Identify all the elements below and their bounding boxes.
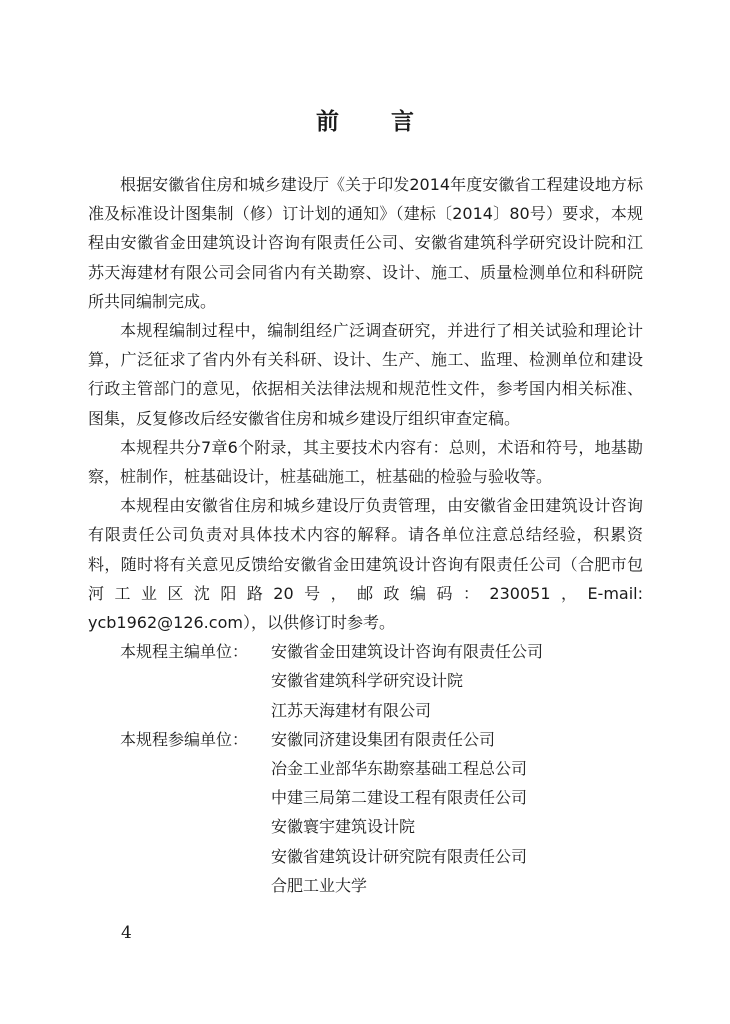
unit-name: 安徽省建筑科学研究设计院 xyxy=(271,671,464,691)
participating-editor-label: 本规程参编单位： xyxy=(120,729,249,749)
chief-editor-units xyxy=(88,637,643,725)
unit-row xyxy=(88,637,643,666)
unit-name: 安徽同济建设集团有限责任公司 xyxy=(271,729,496,749)
unit-row xyxy=(88,783,643,812)
unit-row xyxy=(88,812,643,841)
unit-name: 中建三局第二建设工程有限责任公司 xyxy=(271,788,528,808)
unit-label-spacer xyxy=(88,812,271,841)
paragraph-4: 本规程由安徽省住房和城乡建设厅负责管理，由安徽省金田建筑设计咨询有限责任公司负责对具体技术内容的解释。请各单位注意总结经验，积累资料，随时将有关意见反馈给安徽省金田建筑设计咨询有限责任公司（合肥市包河工业区沈阳路20号，邮政编码：230051，E-mail: ycb1962@126.com），以供修订时参考。 xyxy=(88,496,643,633)
unit-label-spacer xyxy=(88,871,271,900)
paragraph-1: 根据安徽省住房和城乡建设厅《关于印发2014年度安徽省工程建设地方标准及标准设计图集制（修）订计划的通知》（建标〔2014〕80号）要求，本规程由安徽省金田建筑设计咨询有限责任公司、安徽省建筑科学研究设计院和江苏天海建材有限公司会同省内有关勘察、设计、施工、质量检测单位和科研院所共同编制完成。 xyxy=(88,175,643,311)
paragraph-2: 本规程编制过程中，编制组经广泛调查研究，并进行了相关试验和理论计算，广泛征求了省内外有关科研、设计、生产、施工、监理、检测单位和建设行政主管部门的意见，依据相关法律法规和规范性文件，参考国内相关标准、图集，反复修改后经安徽省住房和城乡建设厅组织审查定稿。 xyxy=(88,321,643,428)
unit-name: 安徽省建筑设计研究院有限责任公司 xyxy=(271,846,528,866)
paragraph-3: 本规程共分7章6个附录，其主要技术内容有：总则，术语和符号，地基勘察，桩制作，桩基础设计，桩基础施工，桩基础的检验与验收等。 xyxy=(88,437,643,487)
unit-name: 安徽寰宇建筑设计院 xyxy=(271,817,416,837)
unit-label-spacer xyxy=(88,696,271,725)
participating-editor-units xyxy=(88,725,643,900)
unit-label-spacer xyxy=(88,783,271,812)
unit-name: 安徽省金田建筑设计咨询有限责任公司 xyxy=(271,642,544,662)
unit-row xyxy=(88,842,643,871)
unit-row xyxy=(88,754,643,783)
unit-row xyxy=(88,696,643,725)
unit-row xyxy=(88,666,643,695)
unit-label-spacer xyxy=(88,666,271,695)
unit-label-spacer xyxy=(88,754,271,783)
unit-name: 江苏天海建材有限公司 xyxy=(271,700,432,720)
unit-name: 冶金工业部华东勘察基础工程总公司 xyxy=(271,759,528,778)
unit-label-spacer xyxy=(88,842,271,871)
unit-row xyxy=(88,871,643,900)
chief-editor-label: 本规程主编单位： xyxy=(120,642,249,662)
page-number: 4 xyxy=(121,923,132,943)
preface-body xyxy=(88,170,643,900)
page-title: 前 言 xyxy=(315,109,436,135)
unit-row xyxy=(88,725,643,754)
unit-name: 合肥工业大学 xyxy=(271,875,368,895)
